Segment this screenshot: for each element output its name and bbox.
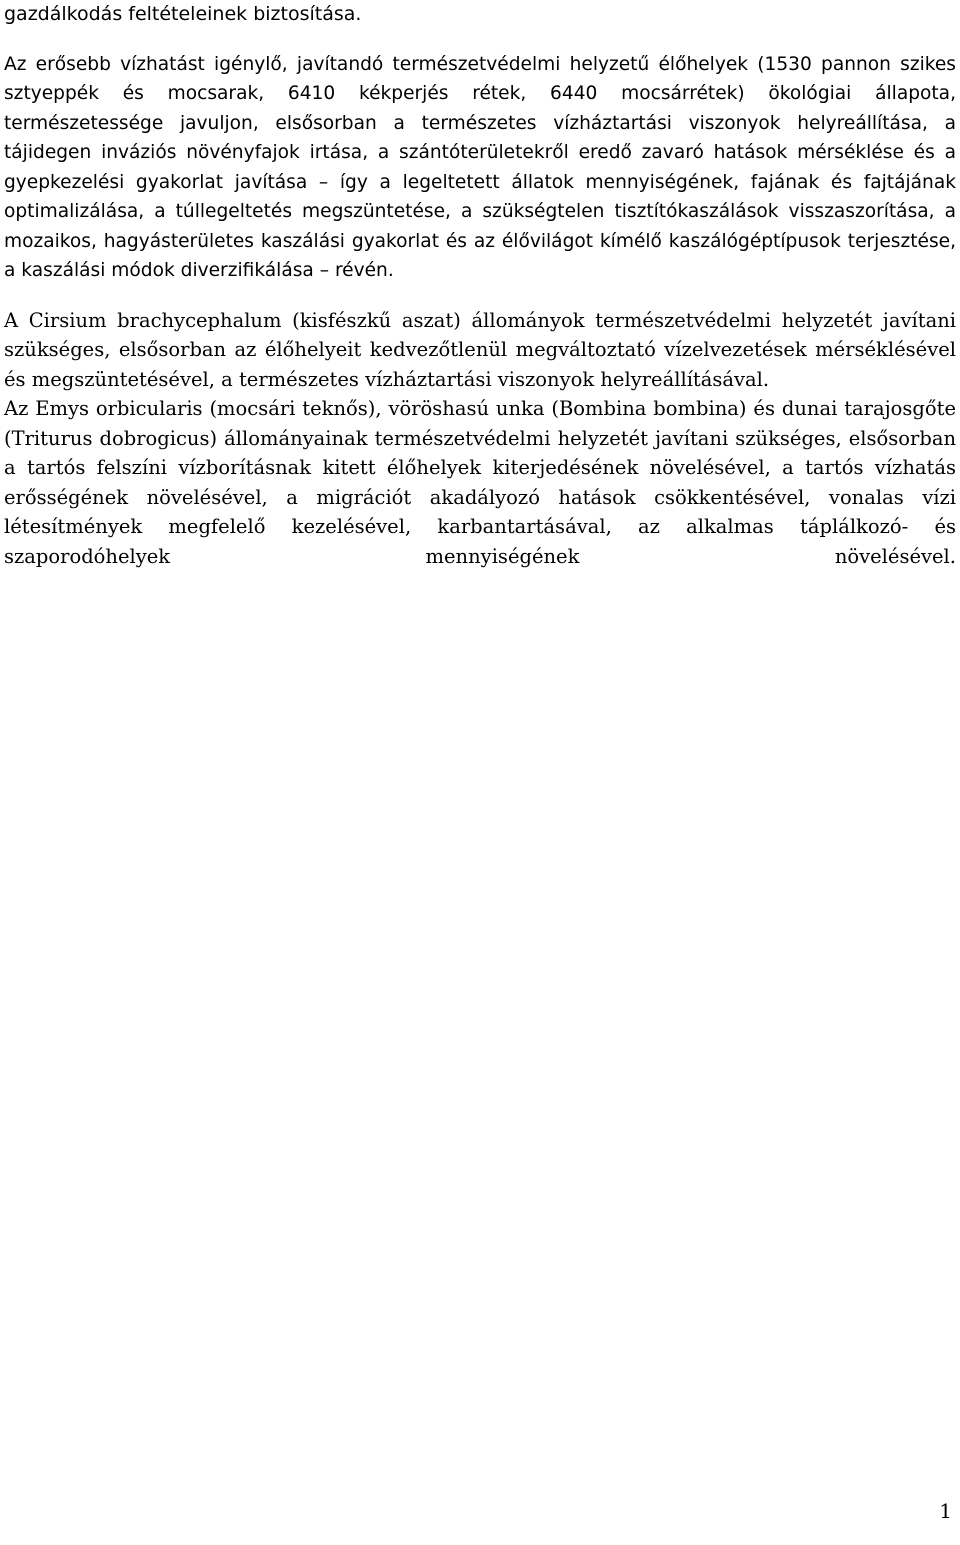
paragraph-emys: Az Emys orbicularis (mocsári teknős), vöröshasú unka (Bombina bombina) és dunai tarajosgőte (Triturus dobrogicus) állományainak természetvédelmi helyzetét javítani szükséges, elsősorban a tartós felszíni vízborításnak kitett élőhelyek kiterjedésének növelésével, a tartós vízhatás erősségének növelésével, a migrációt akadályozó hatások csökkentésével, vonalas vízi létesítmények megfelelő kezelésével, karbantartásával, az alkalmas táplálkozó- és szaporodóhelyek mennyiségének növelésével. xyxy=(4,397,956,568)
paragraph-gap xyxy=(4,286,956,306)
paragraph-gap xyxy=(4,30,956,50)
paragraph-habitats: Az erősebb vízhatást igénylő, javítandó természetvédelmi helyzetű élőhelyek (1530 pannon szikes sztyeppék és mocsarak, 6410 kékperjés rétek, 6440 mocsárrétek) ökológiai állapota, természetessége javuljon, elsősorban a természetes vízháztartási viszonyok helyreállítása, a tájidegen inváziós növényfajok irtása, a szántóterületekről eredő zavaró hatások mérséklése és a gyepkezelési gyakorlat javítása – így a legeltetett állatok mennyiségének, fajának és fajtájának optimalizálása, a túllegeltetés megszüntetése, a szükségtelen tisztítókaszálások visszaszorítása, a mozaikos, hagyásterületes kaszálási gyakorlat és az élővilágot kímélő kaszálógéptípusok terjesztése, a kaszálási módok diverzifikálása – révén. xyxy=(4,53,956,281)
paragraph-cirsium: A Cirsium brachycephalum (kisfészkű aszat) állományok természetvédelmi helyzetét javítani szükséges, elsősorban az élőhelyeit kedvezőtlenül megváltoztató vízelvezetések mérséklésével és megszüntetésével, a természetes vízháztartási viszonyok helyreállításával. xyxy=(4,308,956,391)
continuation-line: gazdálkodás feltételeinek biztosítása. xyxy=(4,3,362,25)
document-page xyxy=(4,0,956,571)
page-number: 1 xyxy=(939,1499,952,1523)
